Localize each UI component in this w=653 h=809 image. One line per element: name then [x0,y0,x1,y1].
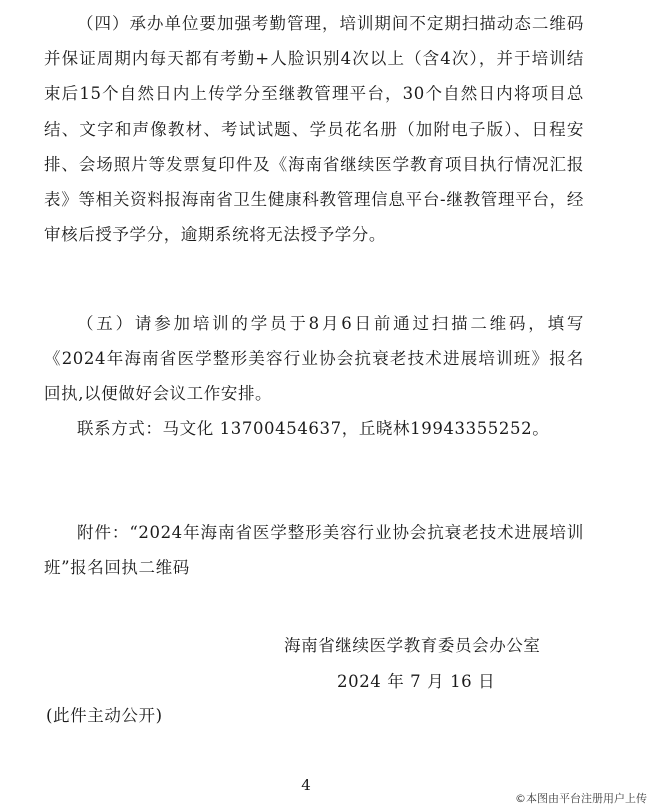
issue-date: 2024 年 7 月 16 日 [337,672,496,691]
paragraph-item-5: （五）请参加培训的学员于8月6日前通过扫描二维码，填写《2024年海南省医学整形美容行业协会抗衰老技术进展培训班》报名回执,以便做好会议工作安排。 [44,314,584,404]
issuer-name: 海南省继续医学教育委员会办公室 [284,636,541,655]
attachment-note: 附件：“2024年海南省医学整形美容行业协会抗衰老技术进展培训班”报名回执二维码 [44,523,584,578]
contact-info: 联系方式：马文化 13700454637，丘晓林19943355252。 [77,419,550,438]
paragraph-item-4: （四）承办单位要加强考勤管理，培训期间不定期扫描动态二维码并保证周期内每天都有考勤+人脸识别4次以上（含4次），并于培训结束后15个自然日内上传学分至继教管理平台，30个自然日内将项目总结、文字和声像教材、考试试题、学员花名册（加附电子版）、日程安排、会场照片等发票复印件及《海南省继续医学教育项目执行情况汇报表》等相关资料报海南省卫生健康科教管理信息平台-继教管理平台，经审核后授予学分，逾期系统将无法授予学分。 [44,14,584,245]
upload-watermark: ©本图由平台注册用户上传 [515,792,647,805]
disclosure-note: (此件主动公开) [46,706,163,725]
page-number: 4 [301,776,311,794]
